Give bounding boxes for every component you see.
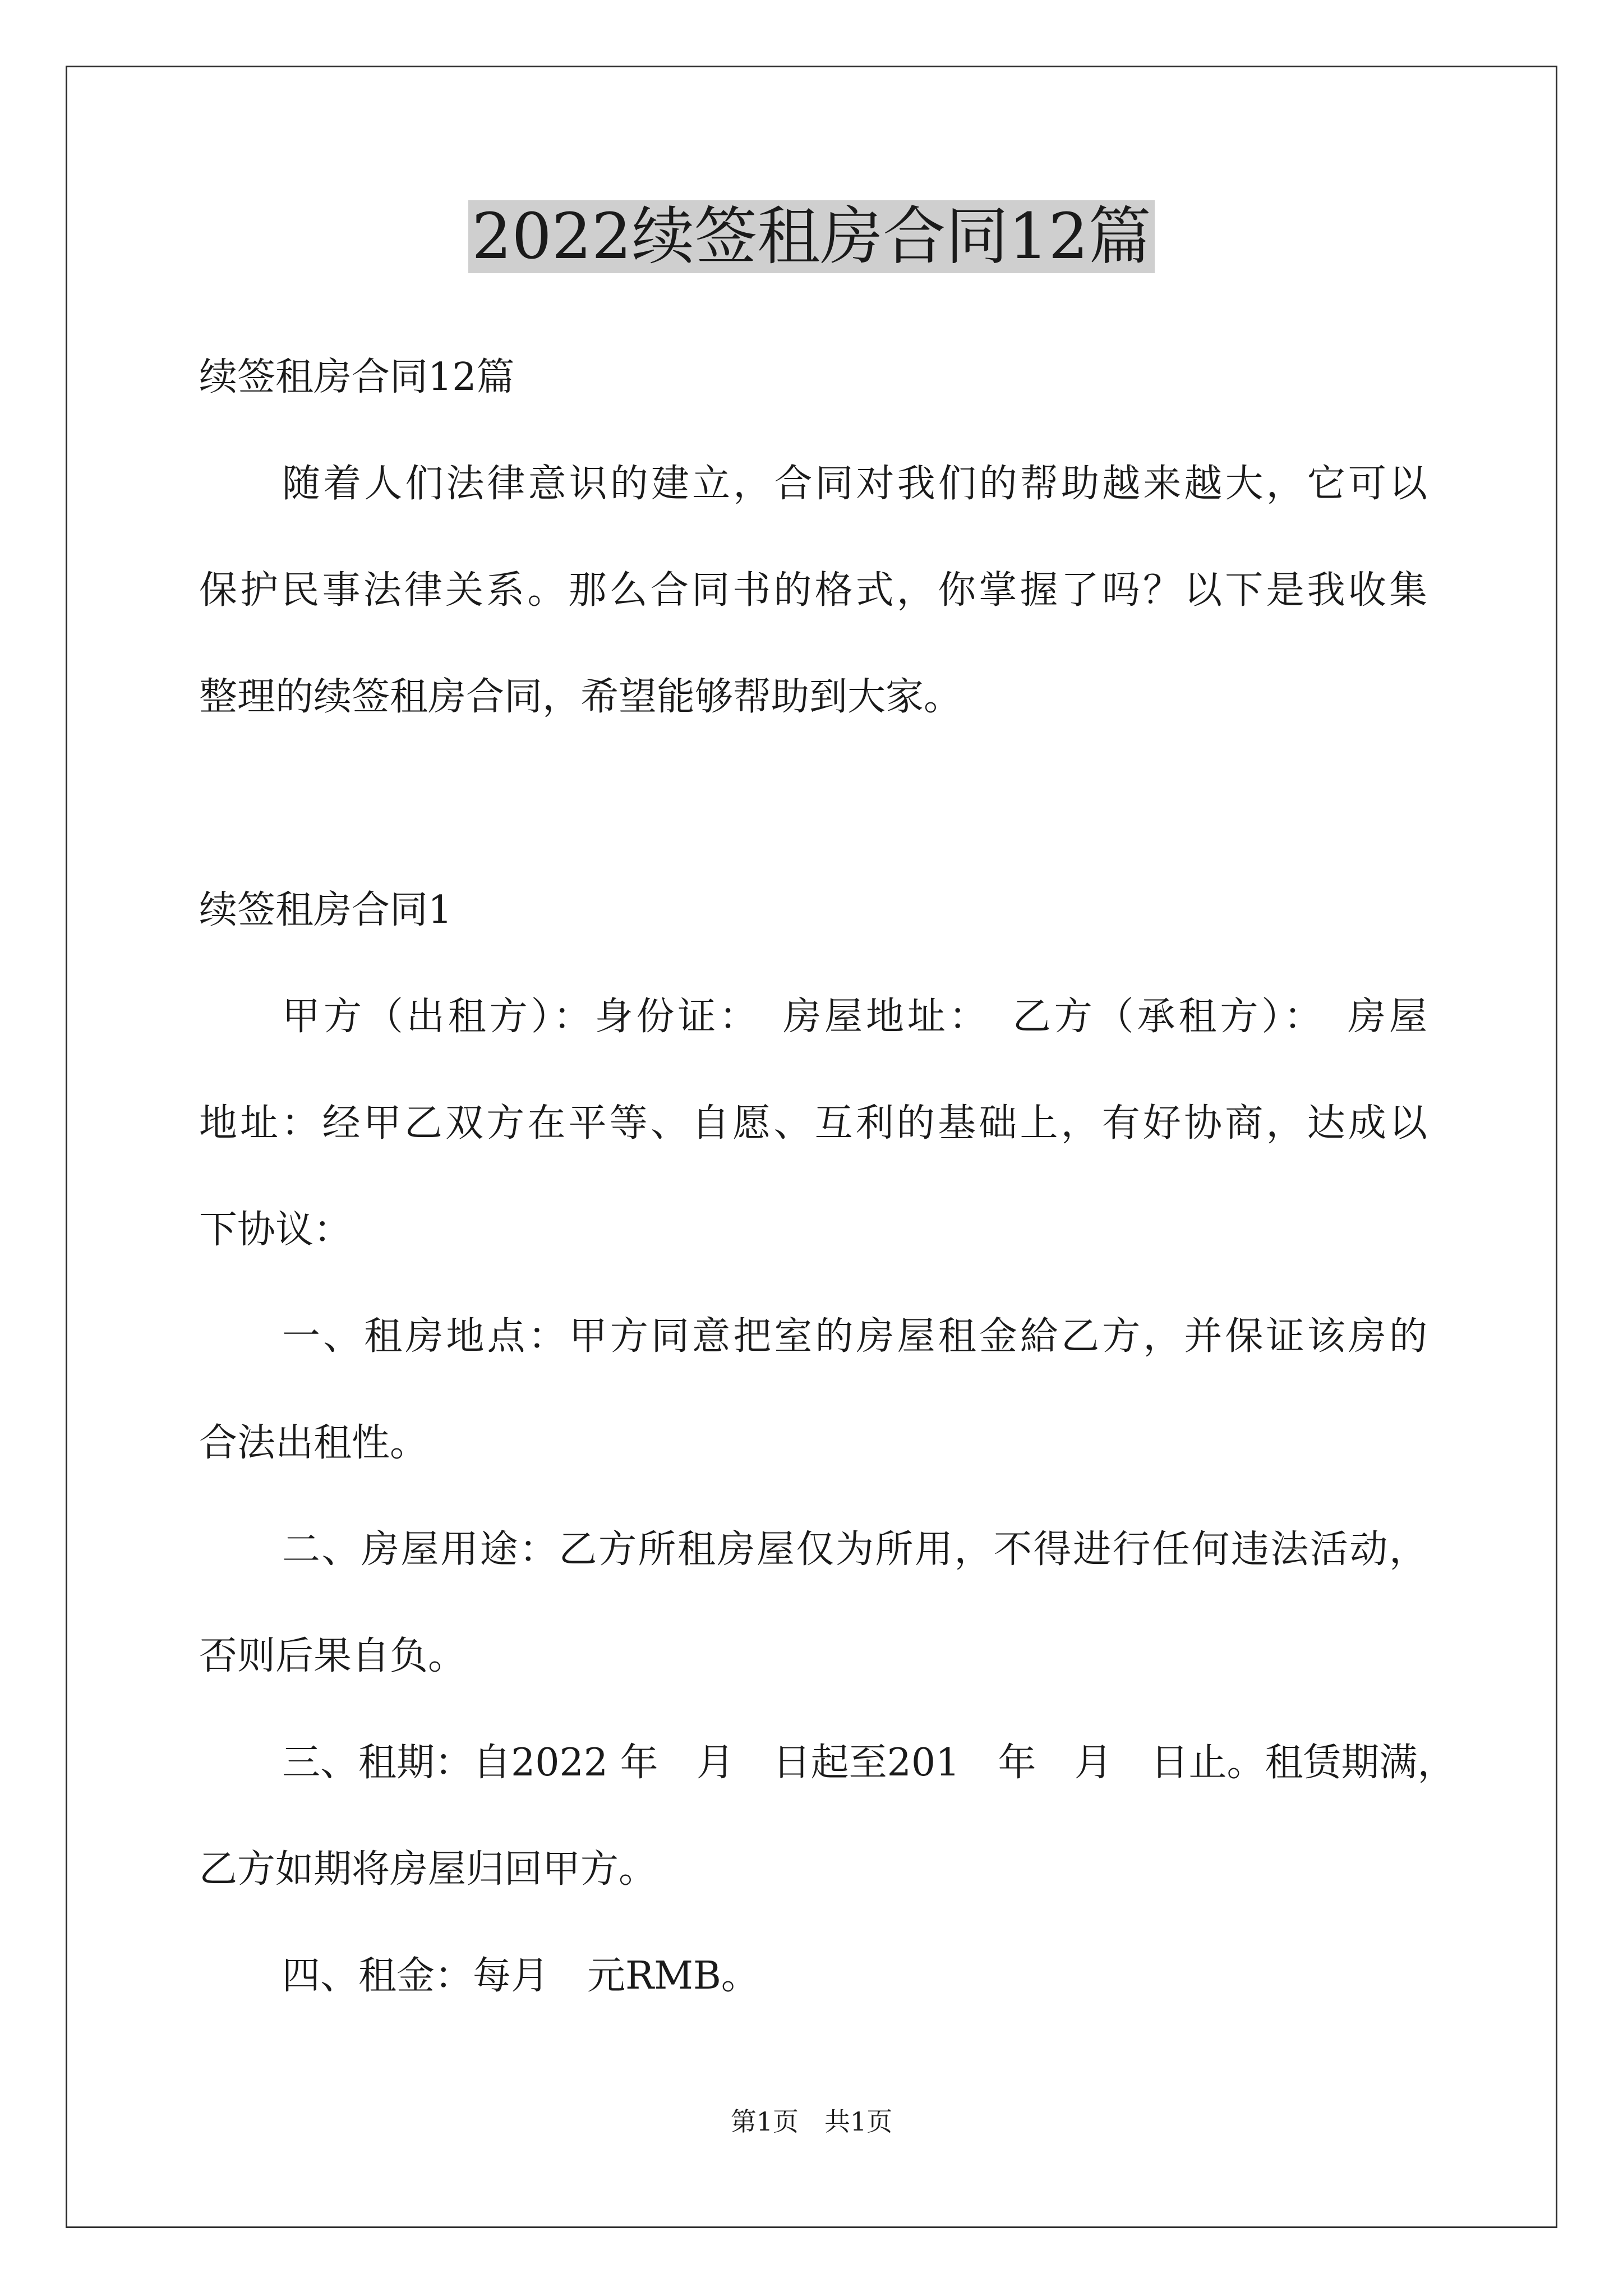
subtitle: 续签租房合同12篇 <box>199 355 515 399</box>
intro-line-2: 保护民事法律关系。那么合同书的格式，你掌握了吗？以下是我收集 <box>199 568 1427 613</box>
clause-1-line-1: 一、租房地点：甲方同意把室的房屋租金給乙方，并保证该房的 <box>282 1314 1427 1359</box>
document-title-text: 2022续签租房合同12篇 <box>468 200 1155 273</box>
parties-line-1: 甲方（出租方）：身份证： 房屋地址： 乙方（承租方）： 房屋 <box>282 995 1427 1039</box>
clause-2-line-1: 二、房屋用途：乙方所租房屋仅为所用，不得进行任何违法活动， <box>282 1527 1427 1572</box>
clause-3-line-1: 三、租期：自2022 年 月 日起至201 年 月 日止。租赁期满， <box>282 1741 1456 1785</box>
intro-line-1: 随着人们法律意识的建立，合同对我们的帮助越来越大，它可以 <box>282 462 1427 506</box>
parties-line-3: 下协议： <box>199 1208 352 1252</box>
clause-1-line-2: 合法出租性。 <box>199 1421 428 1465</box>
parties-line-2: 地址：经甲乙双方在平等、自愿、互利的基础上，有好协商，达成以 <box>199 1101 1427 1145</box>
section-heading: 续签租房合同1 <box>199 888 453 932</box>
clause-3-line-2: 乙方如期将房屋归回甲方。 <box>199 1847 657 1892</box>
page-footer: 第1页 共1页 <box>730 2106 893 2137</box>
document-title <box>0 197 1623 276</box>
intro-line-3: 整理的续签租房合同，希望能够帮助到大家。 <box>199 675 962 719</box>
clause-2-line-2: 否则后果自负。 <box>199 1634 467 1678</box>
clause-4-line-1: 四、租金：每月 元RMB。 <box>282 1954 759 1998</box>
